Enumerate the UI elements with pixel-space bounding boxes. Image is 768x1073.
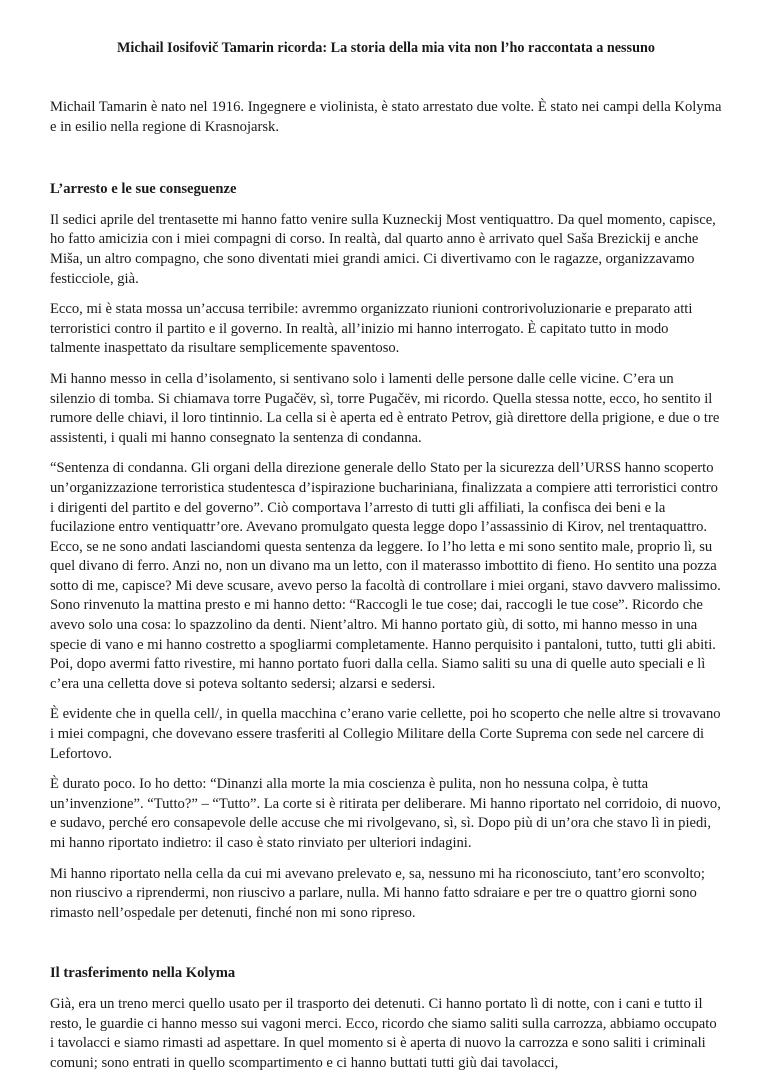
document-page [50,0,722,1073]
paragraph: Mi hanno riportato nella cella da cui mi avevano prelevato e, sa, nessuno mi ha riconosciuto, tant’ero sconvolto; non riuscivo a riprendermi, non riuscivo a parlare, nulla. Mi hanno fatto sdraiare e per tre o quattro giorni sono rimasto nell’ospedale per detenuti, finché non mi sono ripreso. [50,865,705,921]
paragraph: Il sedici aprile del trentasette mi hanno fatto venire sulla Kuzneckij Most ventiquattro. Da quel momento, capisce, ho fatto amicizia con i miei compagni di corso. In realtà, dal quarto anno è arrivato quel Saša Brezickij e anche Miša, un altro compagno, che sono diventati miei grandi amici. Ci divertivamo con le ragazze, organizzavamo festicciole, già. [50,211,716,287]
paragraph: Mi hanno messo in cella d’isolamento, si sentivano solo i lamenti delle persone dalle celle vicine. C’era un silenzio di tomba. Si chiamava torre Pugačëv, sì, torre Pugačëv, mi ricordo. Quella stessa notte, ecco, ho sentito il rumore delle chiavi, il loro tintinnio. La cella si è aperta ed è entrato Petrov, già direttore della prigione, e due o tre assistenti, i quali mi hanno consegnato la sentenza di condanna. [50,370,720,446]
section-heading: Il trasferimento nella Kolyma [50,965,236,982]
section-arrest [50,180,722,923]
paragraph: Ecco, mi è stata mossa un’accusa terribile: avremmo organizzato riunioni controrivoluzionarie e preparato atti terroristici contro il partito e il governo. In realtà, all’inizio mi hanno interrogato. È capitato tutto in modo talmente inaspettato da risultare semplicemente spaventoso. [50,301,693,357]
intro-paragraph: Michail Tamarin è nato nel 1916. Ingegnere e violinista, è stato arrestato due volte. È stato nei campi della Kolyma e in esilio nella regione di Krasnojarsk. [50,99,722,135]
section-transfer [50,964,722,1073]
paragraph: “Sentenza di condanna. Gli organi della direzione generale dello Stato per la sicurezza dell’URSS hanno scoperto un’organizzazione terroristica studentesca d’ispirazione buchariniana, finalizzata a compiere atti terroristici contro i dirigenti del partito e del governo”. Ciò comportava l’arresto di tutti gli affiliati, la confisca dei beni e la fucilazione entro ventiquattr’ore. Avevano promulgato questa legge dopo l’assassinio di Kirov, nel trentaquattro. Ecco, se ne sono andati lasciandomi questa sentenza da leggere. Io l’ho letta e mi sono sentito male, proprio lì, su quel divano di ferro. Anzi no, non un divano ma un letto, con il materasso imbottito di fieno. Ho sentito una pozza sotto di me, capisce? Mi deve scusare, avevo perso la facoltà di controllare i miei organi, stavo davvero malissimo. Sono rinvenuto la mattina presto e mi hanno detto: “Raccogli le tue cose; dai, raccogli le tue cose”. Ricordo che avevo solo una cosa: lo spazzolino da denti. Nient’altro. Mi hanno portato giù, di sotto, mi hanno messo in una specie di vano e mi hanno costretto a spogliarmi completamente. Hanno perquisito i pantaloni, tutto, tutti gli abiti. Poi, dopo avermi fatto rivestire, mi hanno portato fuori dalla cella. Siamo saliti su una di quelle auto speciali e lì c’era una celletta dove si poteva soltanto sedersi; alzarsi e sedersi. [50,460,721,692]
paragraph: Già, era un treno merci quello usato per il trasporto dei detenuti. Ci hanno portato lì di notte, con i cani e tutto il resto, le guardie ci hanno messo sui vagoni merci. Ecco, ricordo che siamo saliti sulla carrozza, abbiamo occupato i tavolacci e siamo rimasti ad aspettare. In quel momento si è aperta di nuovo la carrozza e sono saliti i criminali comuni; sono entrati in quello scompartimento e ci hanno buttati tutti giù dai tavolacci, [50,995,717,1071]
section-heading: L’arresto e le sue conseguenze [50,181,237,198]
paragraph: È evidente che in quella cell/, in quella macchina c’erano varie cellette, poi ho scoperto che nelle altre si trovavano i miei compagni, che dovevano essere trasferiti al Collegio Militare della Corte Suprema con sede nel carcere di Lefortovo. [50,706,721,762]
document-title: Michail Iosifovič Tamarin ricorda: La storia della mia vita non l’ho raccontata a nessuno [117,40,655,56]
paragraph: È durato poco. Io ho detto: “Dinanzi alla morte la mia coscienza è pulita, non ho nessuna colpa, è tutta un’invenzione”. “Tutto?” – “Tutto”. La corte si è ritirata per deliberare. Mi hanno riportato nel corridoio, di nuovo, e sudavo, perché ero consapevole delle accuse che mi rivolgevano, sì, sì. Dopo più di un’ora che stavo lì in piedi, mi hanno riportato indietro: il caso è stato rinviato per ulteriori indagini. [50,776,721,851]
